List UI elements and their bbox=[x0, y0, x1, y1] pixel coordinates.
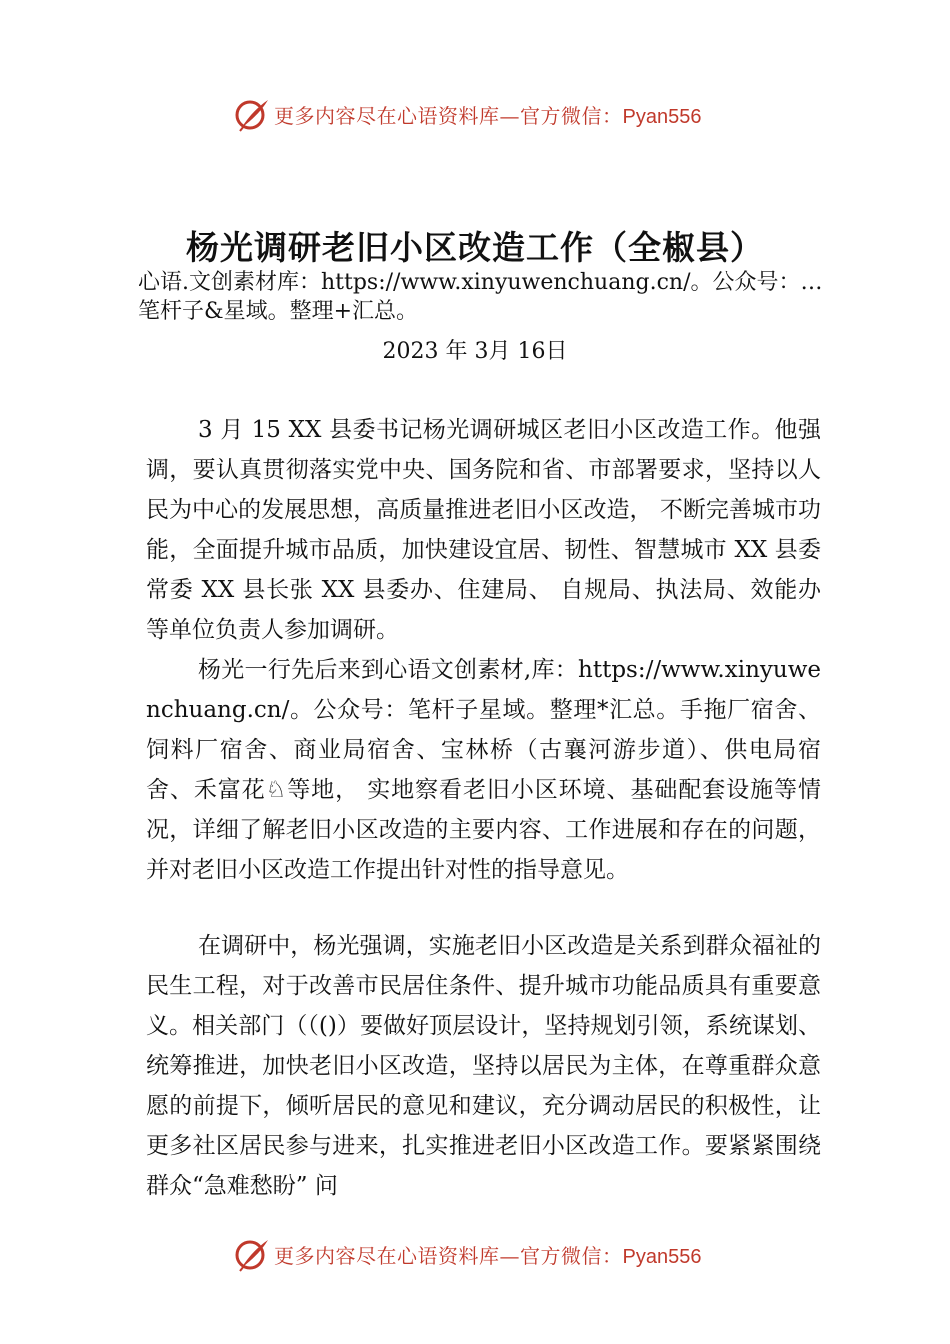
paragraph-1: 3 月 15 XX 县委书记杨光调研城区老旧小区改造工作。他强调，要认真贯彻落实党中央、国务院和省、市部署要求，坚持以人民为中心的发展思想，高质量推进老旧小区改造， 不断完善城市功能，全面提升城市品质，加快建设宜居、韧性、智慧城市 XX 县委常委 XX 县长张 XX 县委办、住建局、 自规局、执法局、效能办等单位负责人参加调研。 bbox=[146, 417, 821, 643]
quill-logo-icon bbox=[232, 1234, 272, 1274]
footer-banner bbox=[0, 1232, 950, 1276]
quill-logo-icon bbox=[232, 94, 272, 134]
document-title: 杨光调研老旧小区改造工作（全椒县） bbox=[186, 228, 764, 267]
source-line: 心语.文创素材库：https://www.xinyuwenchuang.cn/。公众号：…笔杆子&星域。整理+汇总。 bbox=[138, 270, 823, 324]
banner-text: 更多内容尽在心语资料库—官方微信：Pyan556 bbox=[274, 1243, 702, 1268]
banner-wechat-id: Pyan556 bbox=[622, 105, 702, 128]
header-banner bbox=[0, 92, 950, 136]
banner-wechat-id: Pyan556 bbox=[622, 1245, 702, 1268]
paragraph-2: 杨光一行先后来到心语文创素材,库：https://www.xinyuwenchuang.cn/。公众号：笔杆子星域。整理*汇总。手拖厂宿舍、饲料厂宿舍、商业局宿舍、宝林桥（古襄河游步道）、供电局宿舍、禾富花♘等地， 实地察看老旧小区环境、基础配套设施等情况，详细了解老旧小区改造的主要内容、工作进展和存在的问题，并对老旧小区改造工作提出针对性的指导意见。 bbox=[146, 657, 821, 883]
banner-text: 更多内容尽在心语资料库—官方微信：Pyan556 bbox=[274, 103, 702, 128]
document-date: 2023 年 3月 16日 bbox=[382, 339, 568, 364]
paragraph-3: 在调研中，杨光强调，实施老旧小区改造是关系到群众福祉的民生工程，对于改善市民居住条件、提升城市功能品质具有重要意义。相关部门（（()）要做好顶层设计，坚持规划引领，系统谋划、统筹推进，加快老旧小区改造，坚持以居民为主体，在尊重群众意愿的前提下，倾听居民的意见和建议，充分调动居民的积极性，让更多社区居民参与进来，扎实推进老旧小区改造工作。要紧紧围绕群众“急难愁盼” 问 bbox=[146, 933, 821, 1199]
